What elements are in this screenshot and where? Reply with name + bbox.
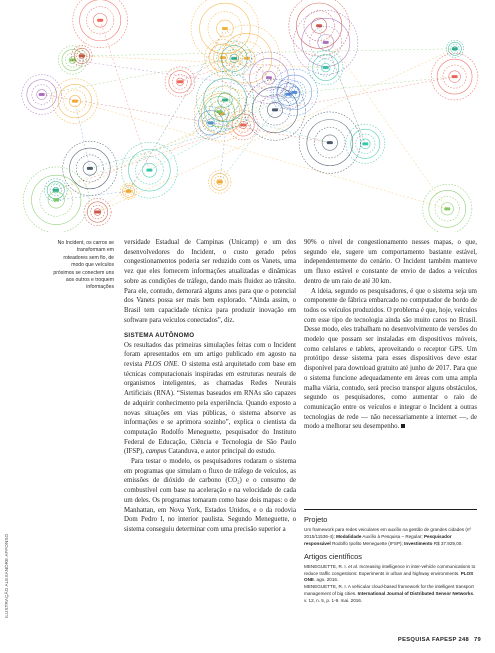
- signal-ring: [289, 0, 350, 56]
- text-run: Catanduva, e autor principal do estudo.: [166, 448, 276, 456]
- vehicle-icon: [97, 19, 103, 22]
- end-of-article-mark: [401, 424, 405, 428]
- vehicle-icon: [53, 198, 59, 201]
- vehicle-icon: [327, 141, 333, 144]
- text-emphasis: campus: [145, 448, 167, 456]
- text-run: . v. 12, n. 5, p. 1-9. mai. 2016.: [304, 591, 475, 604]
- network-link: [56, 123, 211, 200]
- vehicle-icon: [53, 189, 59, 192]
- text-run: Os resultados das primeiras simulações feitas com o Incident foram apresentados em um artigo publicado em agosto na revista: [124, 341, 296, 369]
- vehicle-icon: [266, 76, 272, 79]
- network-link: [222, 114, 330, 143]
- network-link: [326, 42, 366, 143]
- vehicle-icon: [291, 91, 297, 94]
- network-link: [82, 49, 455, 56]
- illustration-canvas: [0, 0, 495, 232]
- vehicle-icon: [362, 142, 368, 145]
- text-run: MENEGUETTE, R. I. A vehicular cloud-based framework for the intelligent transport management of big cities.: [304, 584, 474, 597]
- vehicle-icon: [79, 54, 85, 57]
- field-label: Modalidade: [336, 533, 362, 539]
- journal-name: International Journal of Distributed Sensor Networks: [357, 591, 473, 597]
- network-link: [275, 77, 455, 110]
- magazine-name: PESQUISA FAPESP 248: [397, 637, 470, 643]
- field-label: Investimento: [404, 540, 433, 546]
- vehicle-icon: [222, 27, 228, 30]
- paragraph: [124, 341, 296, 457]
- traffic-network-illustration: [0, 0, 495, 232]
- page-number: 79: [473, 637, 481, 643]
- vehicle-icon: [216, 110, 222, 113]
- text-emphasis: et al.: [348, 563, 359, 569]
- network-link: [82, 56, 326, 68]
- section-subhead: SISTEMA AUTÔNOMO: [124, 332, 195, 340]
- vehicle-icon: [95, 211, 101, 214]
- text-run: MENEGUETTE, R. I.: [304, 563, 349, 569]
- signal-ring: [73, 0, 128, 48]
- vehicle-icon: [220, 56, 226, 59]
- text-run: A ideia, segundo os pesquisadores, é que o sistema seja um componente de fábrica embarcado no computador de bordo de todos os veículos produzidos. O problema é que, hoje, veículos com esse tipo de tecnologia ainda são muito caros no Brasil. Desse modo, eles trabalham no desenvolvimento de versões do modelo que possam ser instaladas em dispositivos móveis, como celulares e tablets, aproveitando o receptor GPS. Um protótipo desse sistema para esses dispositivos deve estar disponível para download gratuito até junho de 2017. Para que o sistema funcione adequadamente em áreas com uma ampla malha viária, contudo, será preciso transpor alguns obstáculos, segundo os pesquisadores, como aumentar o raio de comunicação entre os veículos e integrar o Incident a outras tecnologias de rede — não necessariamente a internet —, de modo a melhorar seu desempenho.: [304, 287, 477, 431]
- network-link: [90, 125, 243, 168]
- vehicle-icon: [444, 207, 450, 210]
- field-label: Pesquisador responsável: [304, 533, 452, 546]
- vehicle-icon: [231, 57, 237, 60]
- projeto-description: [304, 527, 477, 548]
- text-run: . O sistema está arquitetado com base em técnicas computacionais inspiradas em estruturas neurais de organismos inteligentes, as chamadas Redes Neurais Artificiais (RNA). “Sistemas baseados em RNAs são capazes de adquirir conhecimento pela experiência. Quando exposto a novas situações em vias públicas, o sistema absorve as informações e se aprimora sozinho”, explica o cientista da computação Rodolfo Meneguette, pesquisador do Instituto Federal de Educação, Ciência e Tecnologia de São Paulo (IFSP),: [124, 361, 296, 456]
- article-column-1: [124, 238, 296, 535]
- network-link: [98, 112, 220, 212]
- paragraph: versidade Estadual de Campinas (Unicamp) e um dos desenvolvedores do Incident, o custo gerado pelos congestionamentos poderia ser reduzido com os Vanets, uma vez que eles fornecem informações atualizadas e dinâmicas sobre as condições de tráfego, dando mais fluidez ao trânsito. Para ele, contudo, demorará alguns anos para que o potencial dos Vanets possa ser mais bem explorado. “Ainda assim, o Brasil tem capacidade técnica para produzir inovação em software para veículos conectados”, diz.: [124, 239, 296, 324]
- network-link: [42, 58, 234, 94]
- network-link: [225, 77, 455, 100]
- vehicle-icon: [452, 75, 458, 78]
- text-run: R$ 37.929,00.: [432, 540, 463, 546]
- network-link: [75, 101, 90, 168]
- artigos-heading: Artigos científicos: [304, 551, 362, 561]
- projeto-heading: Projeto: [304, 515, 328, 524]
- paragraph: [304, 287, 477, 433]
- network-link: [319, 26, 447, 209]
- image-caption: No Incident, os carros se transformam em roteadores sem fio, de modo que veículos próximos se conectem uns aos outros e troquem informações: [53, 240, 114, 291]
- vehicle-icon: [39, 93, 45, 96]
- vehicle-icon: [72, 100, 78, 103]
- paragraph: 90% o nível de congestionamento nesses mapas, o que, segundo ele, sugere um comportamento bastante estável, independentemente do cenário. O Incident também manteve um fluxo estável e constante de envio de dados a veículos dentro de um raio de até 30 km.: [304, 239, 477, 285]
- vehicle-icon: [222, 99, 228, 102]
- vehicle-icon: [323, 41, 329, 44]
- journal-name: PLOS ONE: [304, 570, 474, 583]
- illustration-credit: ILUSTRAÇÃO ALEXANDRE AFFONSO: [4, 533, 9, 618]
- vehicle-icon: [323, 66, 329, 69]
- text-run: . ago. 2016.: [313, 577, 339, 583]
- text-run: Rodolfo Ipolito Meneguette (IFSP);: [330, 540, 405, 546]
- vehicle-icon: [146, 169, 152, 172]
- network-link: [73, 60, 295, 92]
- page-footer: [398, 637, 481, 643]
- vehicle-icon: [272, 108, 278, 111]
- vehicle-icon: [126, 190, 132, 193]
- article-column-2: [304, 238, 477, 432]
- vehicle-icon: [177, 80, 183, 83]
- project-sidebar: [304, 509, 477, 609]
- vehicle-icon: [217, 180, 223, 183]
- vehicle-icon: [87, 167, 93, 170]
- text-run: Increasing intelligence in inter-vehicle communications to reduce traffic congestions: Experiments in urban and highway environments.: [304, 563, 476, 576]
- text-run: Um framework para redes veiculares em auxílio na gestão de grandes cidades (nº 2015/11536-4);: [304, 527, 472, 539]
- text-run: Auxílio à Pesquisa – Regular;: [361, 533, 424, 539]
- artigo-reference: [304, 564, 477, 605]
- journal-name: PLOS ONE: [144, 361, 178, 369]
- vehicle-icon: [452, 47, 458, 50]
- paragraph: Para testar o modelo, os pesquisadores rodaram o sistema em programas que simulam o fluxo de tráfego de veículos, as emissões de dióxido de carbono (CO₂) e o consumo de combustível com base na aceleração e na velocidade de cada um deles. Os programas tomaram como base dois mapas: o de Manhattan, em Nova York, Estados Unidos, e o da rodovia Dom Pedro I, no interior paulista. Segundo Meneguette, o sistema conseguiu determinar com uma precisão superior a: [124, 458, 296, 533]
